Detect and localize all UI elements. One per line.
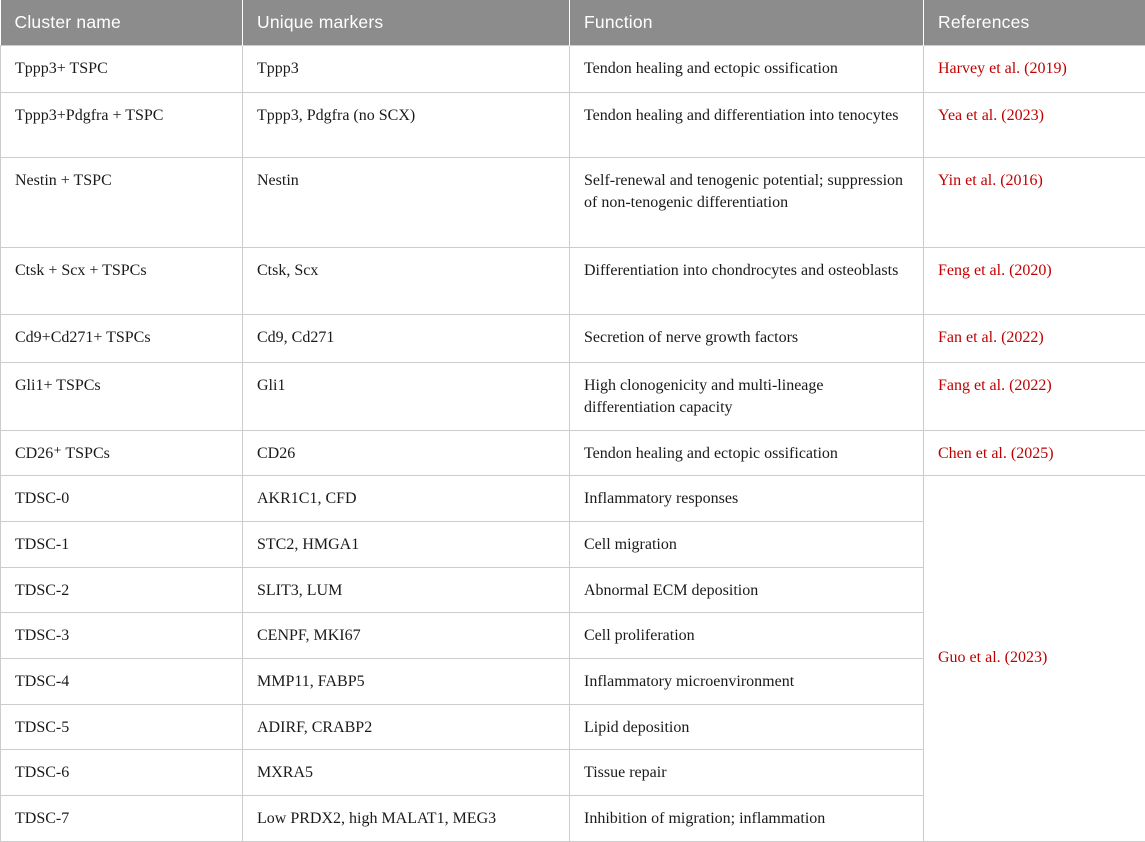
cluster-cell: TDSC-4 <box>1 658 243 704</box>
reference-cell <box>924 45 1145 92</box>
reference-cell <box>924 430 1145 475</box>
cluster-cell: TDSC-0 <box>1 475 243 521</box>
reference-link[interactable]: Yin et al. (2016) <box>938 172 1043 189</box>
table-row <box>1 314 1145 362</box>
table-row <box>1 247 1145 314</box>
function-cell: Tendon healing and ectopic ossification <box>570 45 924 92</box>
function-cell: High clonogenicity and multi-lineage differentiation capacity <box>570 362 924 430</box>
header-unique-markers: Unique markers <box>243 0 570 45</box>
function-cell: Cell proliferation <box>570 612 924 658</box>
reference-link[interactable]: Chen et al. (2025) <box>938 445 1054 462</box>
markers-cell: Cd9, Cd271 <box>243 314 570 362</box>
markers-cell: Nestin <box>243 157 570 247</box>
cluster-cell: TDSC-1 <box>1 521 243 567</box>
merged-reference-cell <box>924 475 1145 841</box>
cluster-cell: Tppp3+ TSPC <box>1 45 243 92</box>
cluster-cell: TDSC-6 <box>1 749 243 795</box>
function-cell: Tissue repair <box>570 749 924 795</box>
reference-cell <box>924 92 1145 157</box>
markers-cell: ADIRF, CRABP2 <box>243 704 570 749</box>
cluster-cell: Ctsk + Scx + TSPCs <box>1 247 243 314</box>
reference-cell <box>924 314 1145 362</box>
reference-link[interactable]: Fang et al. (2022) <box>938 377 1052 394</box>
markers-cell: MXRA5 <box>243 749 570 795</box>
markers-cell: Ctsk, Scx <box>243 247 570 314</box>
table-row <box>1 430 1145 475</box>
header-cluster-name: Cluster name <box>1 0 243 45</box>
markers-cell: CD26 <box>243 430 570 475</box>
cluster-cell: Tppp3+Pdgfra + TSPC <box>1 92 243 157</box>
markers-cell: CENPF, MKI67 <box>243 612 570 658</box>
cluster-cell: Cd9+Cd271+ TSPCs <box>1 314 243 362</box>
table-row <box>1 45 1145 92</box>
cluster-cell: TDSC-3 <box>1 612 243 658</box>
function-cell: Tendon healing and differentiation into tenocytes <box>570 92 924 157</box>
function-cell: Inflammatory microenvironment <box>570 658 924 704</box>
reference-cell <box>924 247 1145 314</box>
table-row <box>1 362 1145 430</box>
function-cell: Secretion of nerve growth factors <box>570 314 924 362</box>
reference-cell <box>924 157 1145 247</box>
cluster-cell: TDSC-5 <box>1 704 243 749</box>
function-cell: Tendon healing and ectopic ossification <box>570 430 924 475</box>
reference-link[interactable]: Yea et al. (2023) <box>938 107 1044 124</box>
function-cell: Lipid deposition <box>570 704 924 749</box>
markers-cell: Tppp3, Pdgfra (no SCX) <box>243 92 570 157</box>
function-cell: Differentiation into chondrocytes and osteoblasts <box>570 247 924 314</box>
markers-cell: SLIT3, LUM <box>243 567 570 612</box>
markers-cell: AKR1C1, CFD <box>243 475 570 521</box>
function-cell: Inflammatory responses <box>570 475 924 521</box>
reference-link[interactable]: Feng et al. (2020) <box>938 262 1052 279</box>
function-cell: Cell migration <box>570 521 924 567</box>
markers-cell: Low PRDX2, high MALAT1, MEG3 <box>243 795 570 841</box>
table-row <box>1 157 1145 247</box>
cluster-cell: CD26⁺ TSPCs <box>1 430 243 475</box>
markers-cell: STC2, HMGA1 <box>243 521 570 567</box>
function-cell: Inhibition of migration; inflammation <box>570 795 924 841</box>
cluster-cell: TDSC-2 <box>1 567 243 612</box>
reference-link[interactable]: Guo et al. (2023) <box>938 649 1047 666</box>
markers-cell: Tppp3 <box>243 45 570 92</box>
markers-cell: MMP11, FABP5 <box>243 658 570 704</box>
header-references: References <box>924 0 1145 45</box>
reference-link[interactable]: Harvey et al. (2019) <box>938 60 1067 77</box>
table-row <box>1 475 1145 521</box>
header-function: Function <box>570 0 924 45</box>
function-cell: Abnormal ECM deposition <box>570 567 924 612</box>
reference-link[interactable]: Fan et al. (2022) <box>938 329 1044 346</box>
cluster-cell: Nestin + TSPC <box>1 157 243 247</box>
table-header-row <box>1 0 1145 45</box>
function-cell: Self-renewal and tenogenic potential; suppression of non-tenogenic differentiation <box>570 157 924 247</box>
reference-cell <box>924 362 1145 430</box>
cluster-cell: TDSC-7 <box>1 795 243 841</box>
table-row <box>1 92 1145 157</box>
markers-cell: Gli1 <box>243 362 570 430</box>
cluster-cell: Gli1+ TSPCs <box>1 362 243 430</box>
